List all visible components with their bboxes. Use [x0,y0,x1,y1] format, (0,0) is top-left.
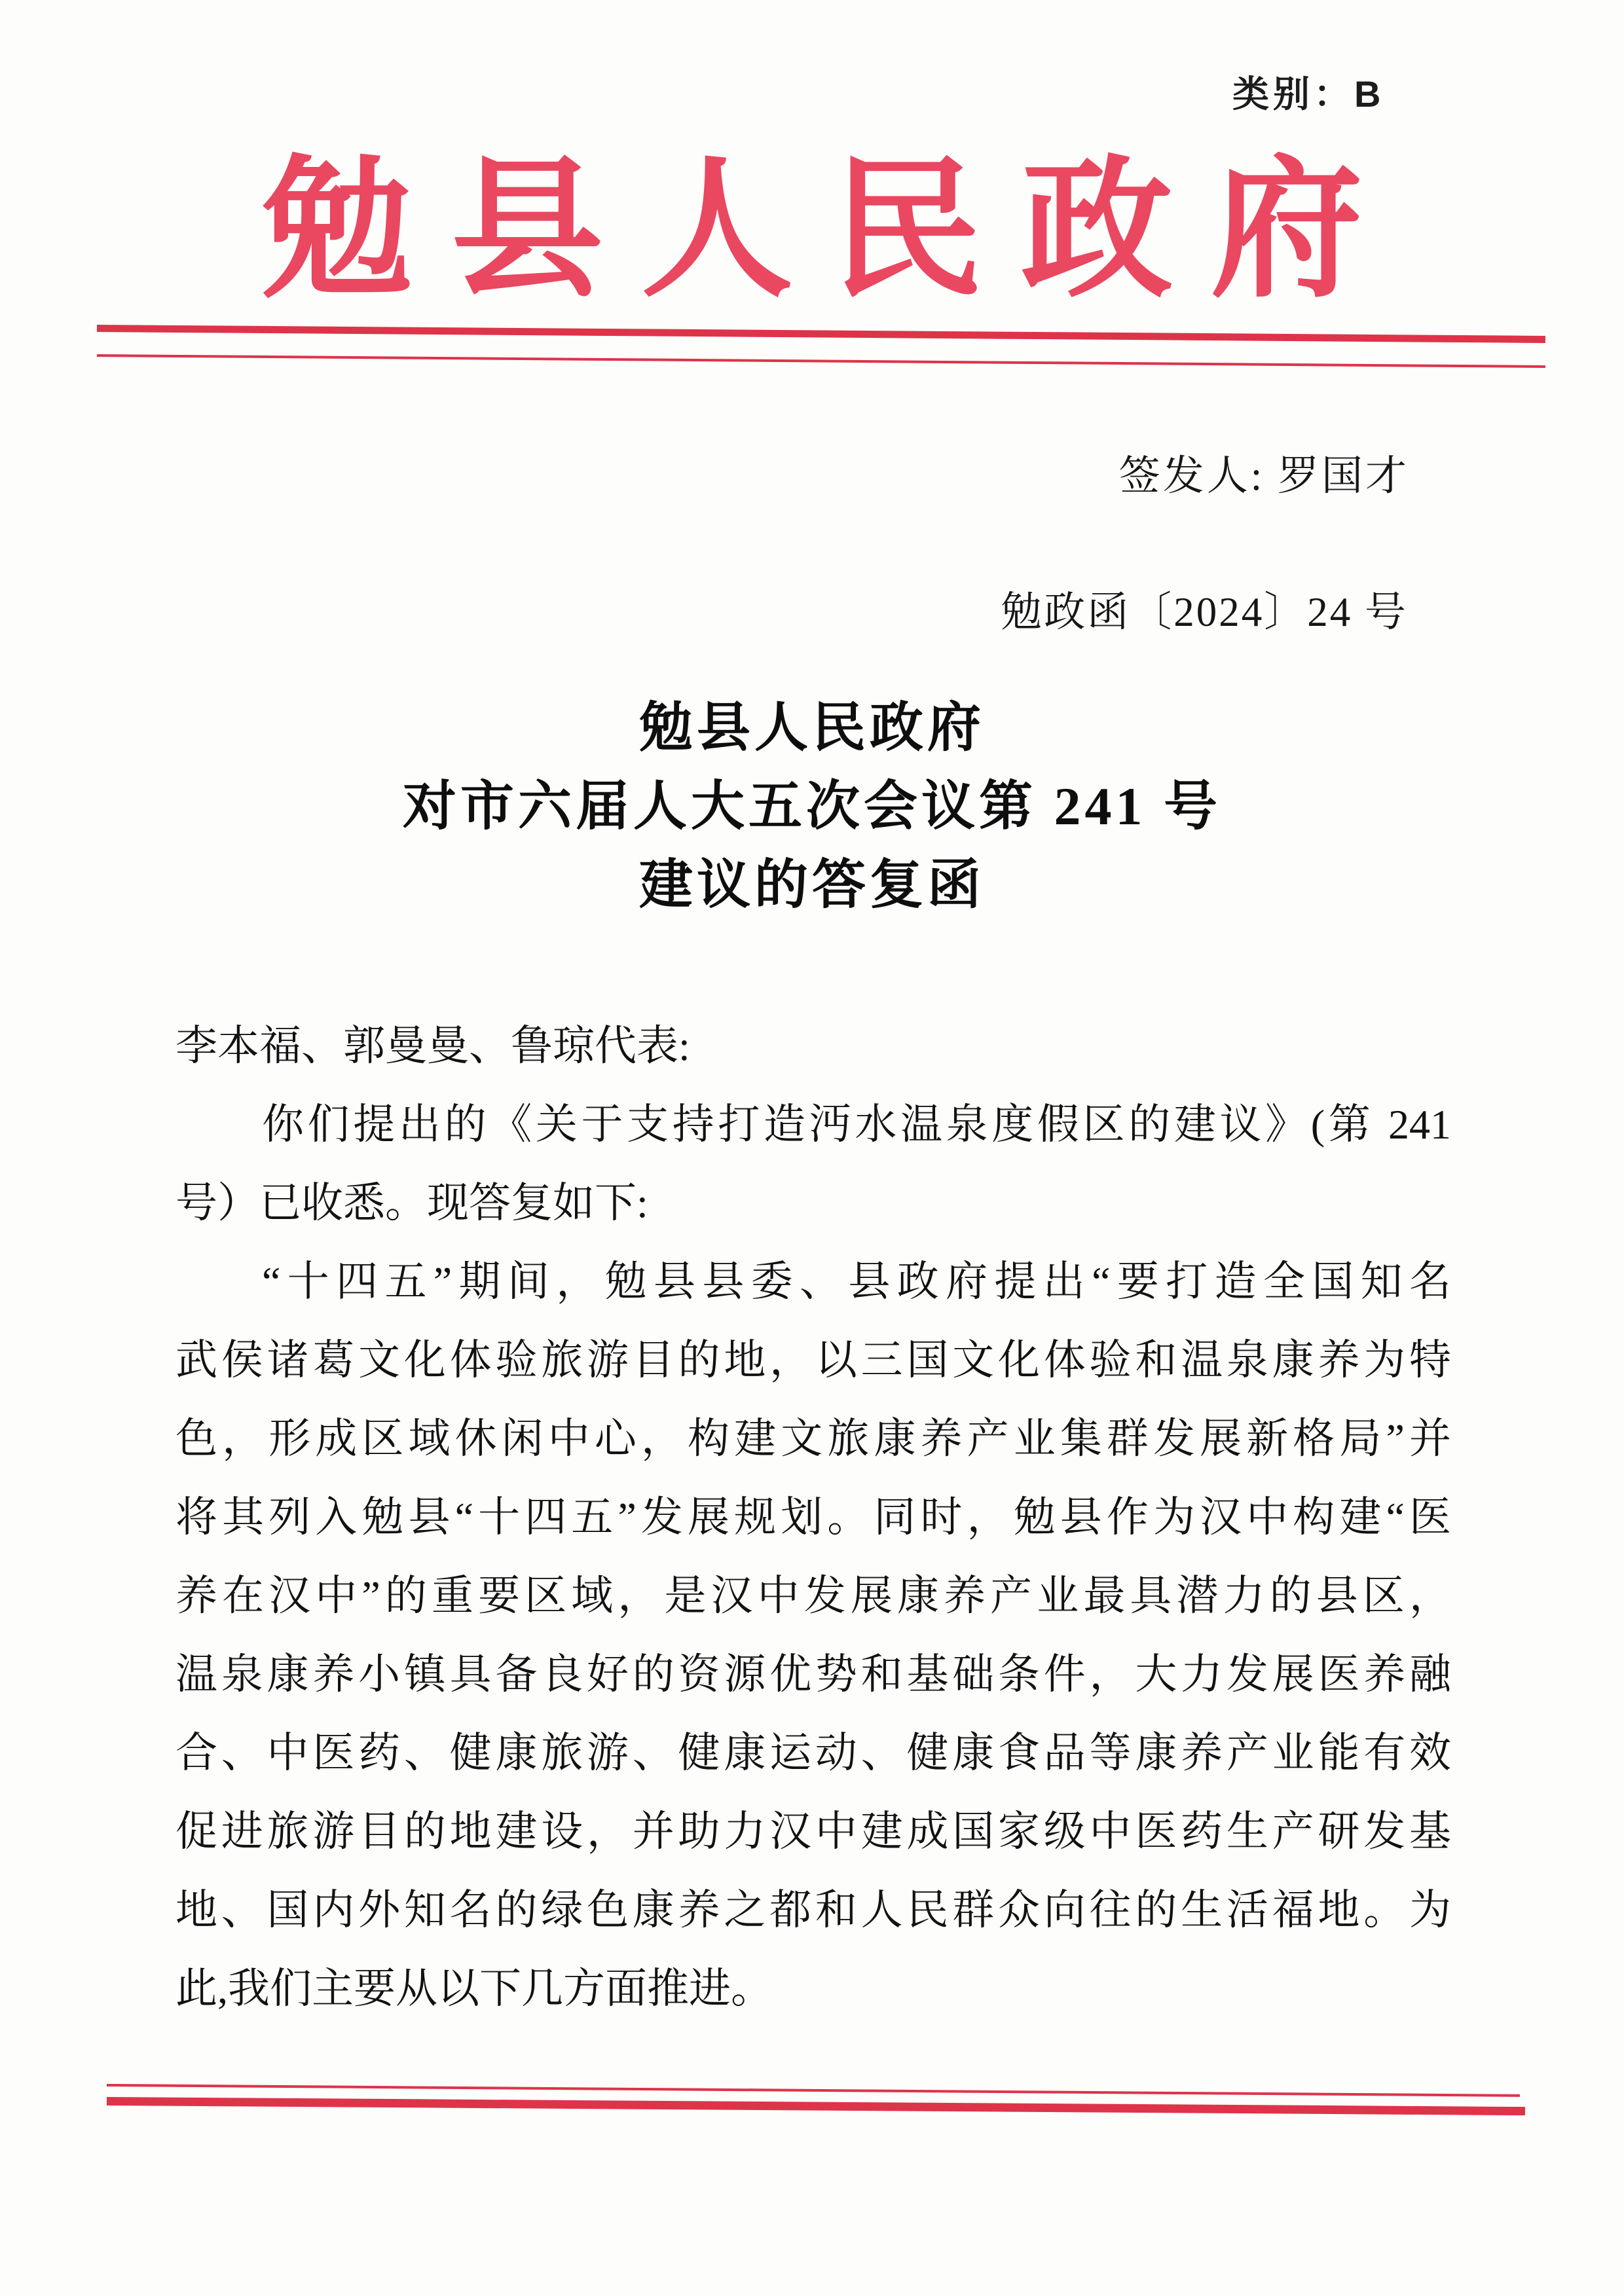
body-line: 合、中医药、健康旅游、健康运动、健康食品等康养产业能有效 [175,1730,1451,1776]
body-line: 武侯诸葛文化体验旅游目的地，以三国文化体验和温泉康养为特 [175,1337,1451,1383]
body-line: 促进旅游目的地建设，并助力汉中建成国家级中医药生产研发基 [175,1808,1451,1855]
body-line: “十四五”期间，勉县县委、县政府提出“要打造全国知名 [262,1258,1451,1305]
category-label: 类别：B [1232,73,1385,115]
document-title-line: 建议的答复函 [638,855,985,915]
document-title-line: 对市六届人大五次会议第 241 号 [402,776,1221,836]
issuer-line: 签发人: 罗国才 [1118,453,1409,499]
footer-rule-thin [107,2084,1520,2097]
header-rule-thick [97,325,1545,343]
body-line: 你们提出的《关于支持打造沔水温泉度假区的建议》(第 241 [262,1101,1451,1148]
document-number: 勉政函〔2024〕24 号 [1001,589,1408,635]
body-line: 色，形成区域休闲中心，构建文旅康养产业集群发展新格局”并 [175,1415,1451,1462]
document-title [0,689,1624,924]
footer-rule-thick [107,2097,1525,2115]
letter-body [175,1007,1451,2028]
body-line: 养在汉中”的重要区域，是汉中发展康养产业最具潜力的县区， [175,1573,1451,1619]
body-line: 号）已收悉。现答复如下: [175,1180,648,1226]
body-line: 地、国内外知名的绿色康养之都和人民群众向往的生活福地。为 [175,1887,1451,1933]
body-line: 此,我们主要从以下几方面推进。 [175,1965,773,2012]
agency-masthead: 勉县人民政府 [261,147,1401,316]
document-title-line: 勉县人民政府 [638,698,985,757]
body-line: 将其列入勉县“十四五”发展规划。同时，勉县作为汉中构建“医 [175,1494,1451,1540]
header-rule-thin [97,354,1545,368]
salutation: 李本福、郭曼曼、鲁琼代表: [175,1023,690,1069]
body-line: 温泉康养小镇具备良好的资源优势和基础条件，大力发展医养融 [175,1651,1451,1698]
